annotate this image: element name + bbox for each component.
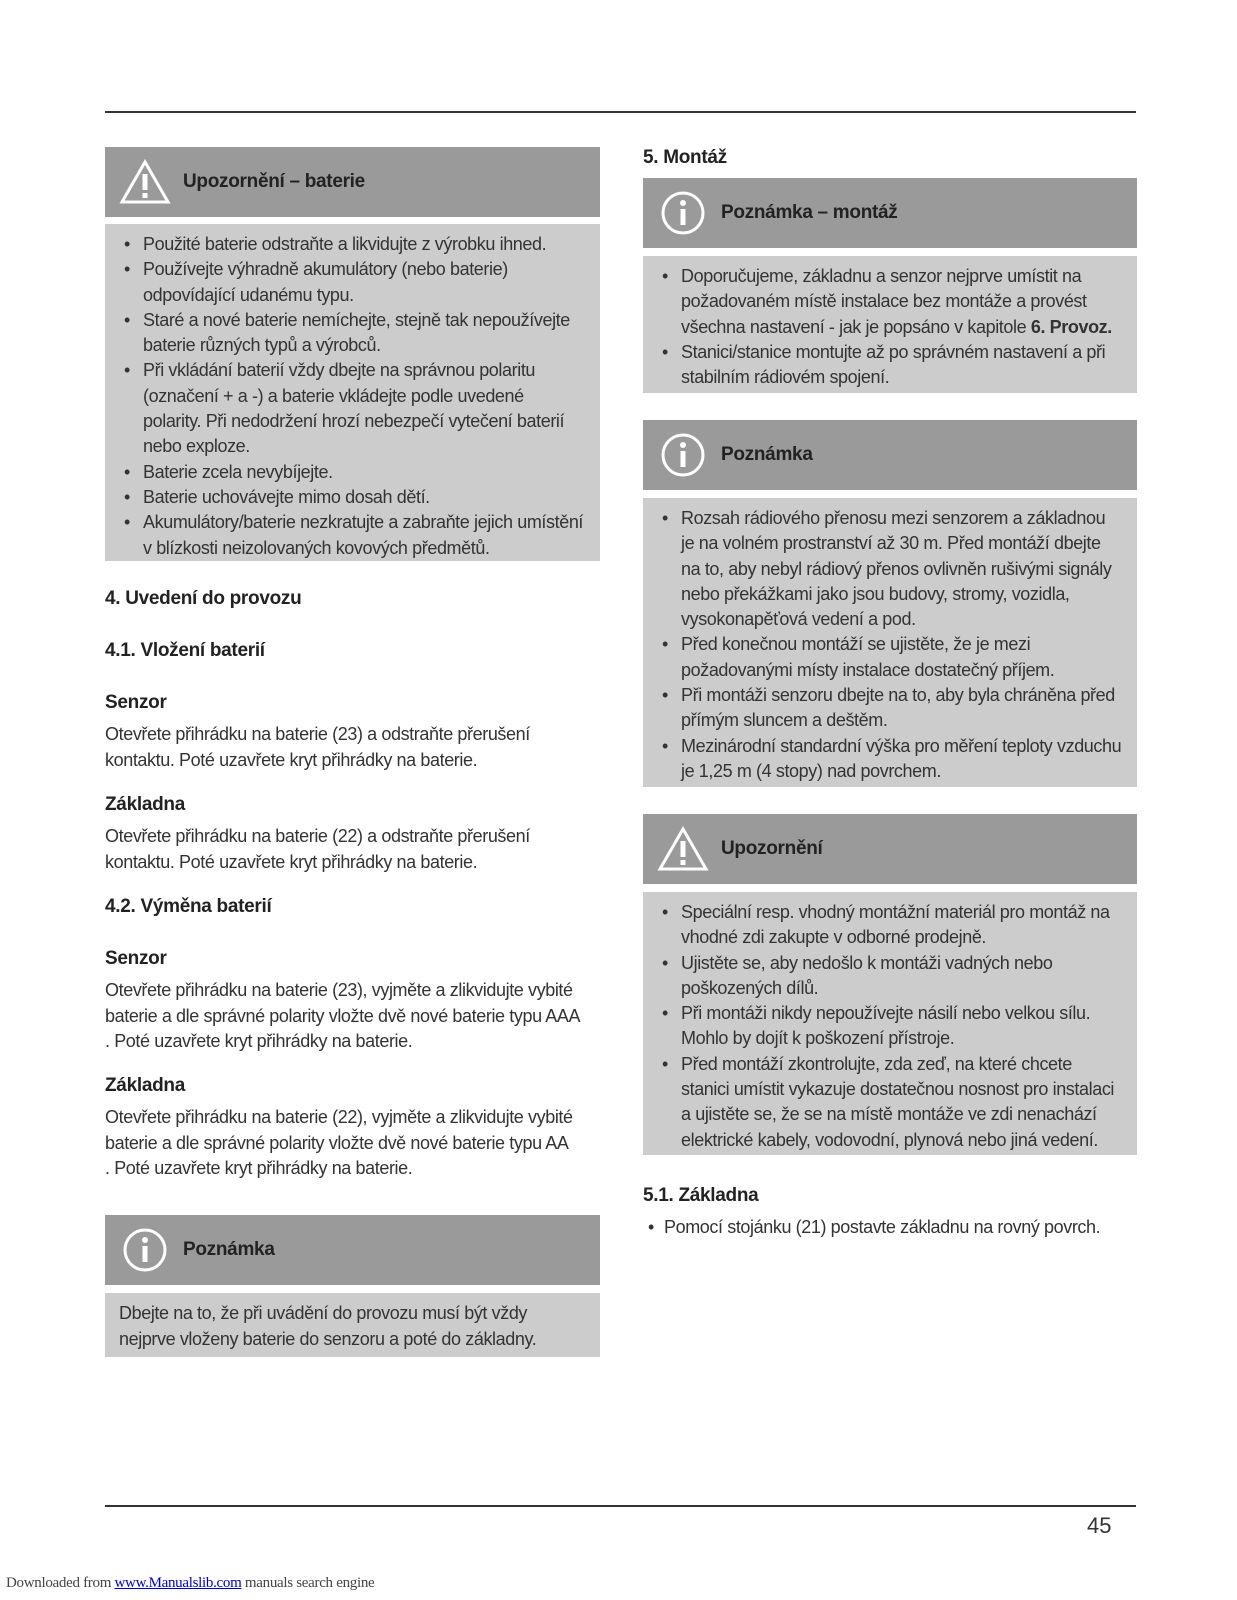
- list-item: • Před konečnou montáží se ujistěte, že je mezi požadovanými místy instalace dostatečný příjem.: [657, 632, 1123, 683]
- mount-note-title: Poznámka – montáž: [721, 202, 898, 223]
- note-body: [643, 498, 1137, 787]
- page-number: 45: [1087, 1513, 1112, 1538]
- mount-note-list: [657, 264, 1123, 390]
- warning-icon: [657, 823, 709, 875]
- note-header: [643, 420, 1137, 490]
- section-4-title: 4. Uvedení do provozu: [105, 588, 302, 609]
- battery-warning-body: [105, 224, 600, 561]
- sensor-heading: Senzor: [105, 692, 167, 713]
- bottom-rule: [105, 1505, 1136, 1507]
- section-5-title: 5. Montáž: [643, 147, 727, 168]
- footer-suffix: manuals search engine: [241, 1575, 375, 1591]
- base-replace-text: Otevřete přihrádku na baterie (22), vyjměte a zlikvidujte vybité baterie a dle správné polarity vložte dvě nové baterie typu AA . Poté uzavřete kryt přihrádky na baterie.: [105, 1107, 573, 1178]
- note-title: Poznámka: [721, 444, 813, 465]
- note-body: [105, 1293, 600, 1357]
- list-item: • Ujistěte se, aby nedošlo k montáži vadných nebo poškozených dílů.: [657, 951, 1123, 1002]
- base-heading: Základna: [105, 1075, 185, 1096]
- note-text: Dbejte na to, že při uvádění do provozu musí být vždy nejprve vloženy baterie do senzoru a poté do základny.: [119, 1303, 537, 1349]
- warning-body: [643, 892, 1137, 1155]
- note-title: Poznámka: [183, 1239, 275, 1260]
- sensor-replace-text: Otevřete přihrádku na baterie (23), vyjměte a zlikvidujte vybité baterie a dle správné polarity vložte dvě nové baterie typu AAA . Poté uzavřete kryt přihrádky na baterie.: [105, 980, 580, 1051]
- mount-note-header: [643, 178, 1137, 248]
- list-item: • Použité baterie odstraňte a likvidujte z výrobku ihned.: [119, 232, 586, 257]
- list-item: • Před montáží zkontrolujte, zda zeď, na které chcete stanici umístit vykazuje dostatečnou nosnost pro instalaci a ujistěte se, že se na místě montáže ve zdi nenachází elektrické kabely, vodovodní, plynová nebo jiná vedení.: [657, 1052, 1123, 1153]
- base-setup-list: [643, 1215, 1133, 1240]
- chapter-reference: 6. Provoz.: [1030, 316, 1112, 337]
- warning-list: [657, 900, 1123, 1153]
- warning-header: [643, 814, 1137, 884]
- sensor-insert-text: Otevřete přihrádku na baterie (23) a odstraňte přerušení kontaktu. Poté uzavřete kryt přihrádky na baterie.: [105, 724, 530, 770]
- list-item: • Stanici/stanice montujte až po správném nastavení a při stabilním rádiovém spojení.: [657, 340, 1123, 391]
- list-item: • Při montáži nikdy nepoužívejte násilí nebo velkou sílu. Mohlo by dojít k poškození přístroje.: [657, 1001, 1123, 1052]
- note-header: [105, 1215, 600, 1285]
- battery-warning-title: Upozornění – baterie: [183, 171, 365, 192]
- list-item: • Pomocí stojánku (21) postavte základnu na rovný povrch.: [643, 1215, 1133, 1240]
- list-item: • Speciální resp. vhodný montážní materiál pro montáž na vhodné zdi zakupte v odborné prodejně.: [657, 900, 1123, 951]
- battery-warning-list: [119, 232, 586, 561]
- base-insert-text: Otevřete přihrádku na baterie (22) a odstraňte přerušení kontaktu. Poté uzavřete kryt přihrádky na baterie.: [105, 826, 530, 872]
- list-item-text: Doporučujeme, základnu a senzor nejprve umístit na požadovaném místě instalace bez montáže a provést všechna nastavení - jak je popsáno v kapitole: [681, 266, 1087, 337]
- section-4-1-title: 4.1. Vložení baterií: [105, 640, 265, 661]
- warning-title: Upozornění: [721, 838, 823, 859]
- note-list: [657, 506, 1123, 784]
- list-item: • Rozsah rádiového přenosu mezi senzorem a základnou je na volném prostranství až 30 m. Před montáží dbejte na to, aby nebyl rádiový přenos ovlivněn rušivými signály nebo překážkami jako jsou budovy, stromy, vozidla, vysokonapěťová vedení a pod.: [657, 506, 1123, 632]
- section-4-2-title: 4.2. Výměna baterií: [105, 896, 272, 917]
- manualslib-link[interactable]: www.Manualslib.com: [114, 1575, 242, 1591]
- battery-warning-header: [105, 147, 600, 217]
- sensor-heading: Senzor: [105, 948, 167, 969]
- list-item: • Používejte výhradně akumulátory (nebo baterie) odpovídající udanému typu.: [119, 257, 586, 308]
- top-rule: [105, 111, 1136, 113]
- info-icon: [119, 1224, 171, 1276]
- footer-prefix: Downloaded from: [6, 1575, 115, 1591]
- list-item: • Při vkládání baterií vždy dbejte na správnou polaritu (označení + a -) a baterie vkládejte podle uvedené polarity. Při nedodržení hrozí nebezpečí vytečení baterií nebo exploze.: [119, 358, 586, 459]
- info-icon: [657, 187, 709, 239]
- list-item: • Baterie zcela nevybíjejte.: [119, 460, 586, 485]
- base-heading: Základna: [105, 794, 185, 815]
- mount-note-body: [643, 256, 1137, 393]
- list-item: • Staré a nové baterie nemíchejte, stejně tak nepoužívejte baterie různých typů a výrobců.: [119, 308, 586, 359]
- list-item: • Baterie uchovávejte mimo dosah dětí.: [119, 485, 586, 510]
- section-5-1-title: 5.1. Základna: [643, 1185, 759, 1206]
- list-item: • Při montáži senzoru dbejte na to, aby byla chráněna před přímým sluncem a deštěm.: [657, 683, 1123, 734]
- list-item: • Mezinárodní standardní výška pro měření teploty vzduchu je 1,25 m (4 stopy) nad povrchem.: [657, 734, 1123, 785]
- list-item: • Akumulátory/baterie nezkratujte a zabraňte jejich umístění v blízkosti neizolovaných kovových předmětů.: [119, 510, 586, 561]
- download-footer: [6, 1575, 374, 1592]
- list-item: [657, 264, 1123, 340]
- info-icon: [657, 429, 709, 481]
- warning-icon: [119, 156, 171, 208]
